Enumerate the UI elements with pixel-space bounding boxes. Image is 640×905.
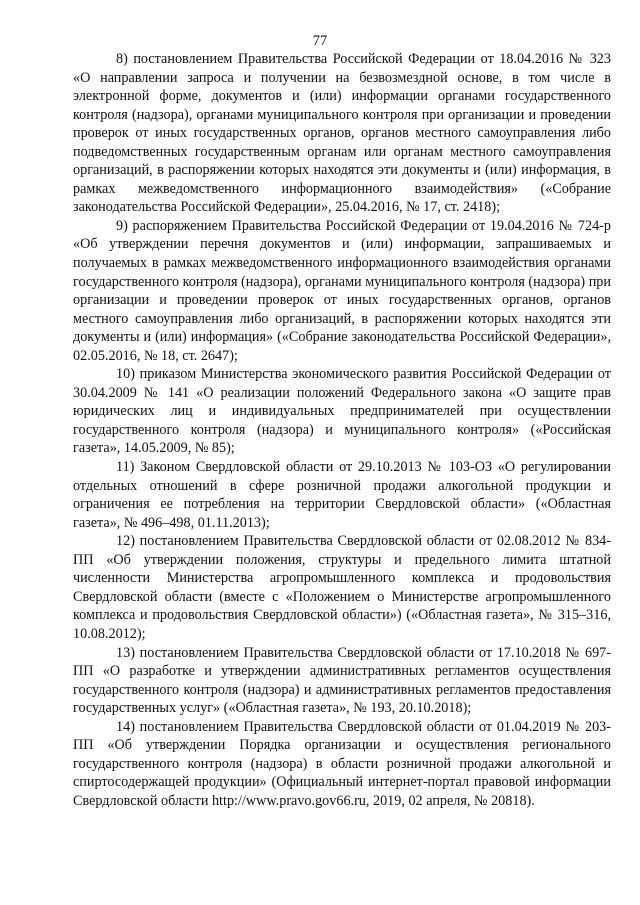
list-item-9: 9) распоряжением Правительства Российской Федерации от 19.04.2016 № 724-р «Об утверждении перечня документов и (или) информации, запрашиваемых и получаемых в рамках межведомственного информационного взаимодействия органами государственного контроля (надзора), органами муниципального контроля (надзора) при организации и проведении проверок от иных государственных органов, органов местного самоуправления либо организаций, в распоряжении которых находятся эти документы и (или) информация» («Собрание законодательства Российской Федерации», 02.05.2016, № 18, ст. 2647); xyxy=(73,217,611,364)
list-item-8: 8) постановлением Правительства Российской Федерации от 18.04.2016 № 323 «О направлении запроса и получении на безвозмездной основе, в том числе в электронной форме, документов и (или) информации органами государственного контроля (надзора), органами муниципального контроля при организации и проведении проверок от иных государственных органов, органов местного самоуправления либо подведомственных государственным органам или органам местного самоуправления организаций, в распоряжении которых находятся эти документы и (или) информация, в рамках межведомственного информационного взаимодействия» («Собрание законодательства Российской Федерации», 25.04.2016, № 17, ст. 2418); xyxy=(73,51,611,216)
list-item-13: 13) постановлением Правительства Свердловской области от 17.10.2018 № 697-ПП «О разработке и утверждении административных регламентов осуществления государственного контроля (надзора) и административных регламентов предоставления государственных услуг» («Областная газета», № 193, 20.10.2018); xyxy=(73,644,611,717)
document-body xyxy=(73,50,611,810)
list-item-10: 10) приказом Министерства экономического развития Российской Федерации от 30.04.2009 № 141 «О реализации положений Федерального закона «О защите прав юридических лиц и индивидуальных предпринимателей при осуществлении государственного контроля (надзора) и муниципального контроля» («Российская газета», 14.05.2009, № 85); xyxy=(73,366,611,457)
list-item-12: 12) постановлением Правительства Свердловской области от 02.08.2012 № 834-ПП «Об утверждении положения, структуры и предельного лимита штатной численности Министерства агропромышленного комплекса и продовольствия Свердловской области (вместе с «Положением о Министерстве агропромышленного комплекса и продовольствия Свердловской области») («Областная газета», № 315–316, 10.08.2012); xyxy=(73,533,611,642)
page-number: 77 xyxy=(312,33,328,49)
list-item-14: 14) постановлением Правительства Свердловской области от 01.04.2019 № 203-ПП «Об утверждении Порядка организации и осуществления регионального государственного контроля (надзора) в области розничной продажи алкогольной и спиртосодержащей продукции» (Официальный интернет-портал правовой информации Свердловской области http://www.pravo.gov66.ru, 2019, 02 апреля, № 20818). xyxy=(73,718,611,809)
list-item-11: 11) Законом Свердловской области от 29.10.2013 № 103-ОЗ «О регулировании отдельных отношений в сфере розничной продажи алкогольной продукции и ограничения ее потребления на территории Свердловской области» («Областная газета», № 496–498, 01.11.2013); xyxy=(73,459,611,531)
